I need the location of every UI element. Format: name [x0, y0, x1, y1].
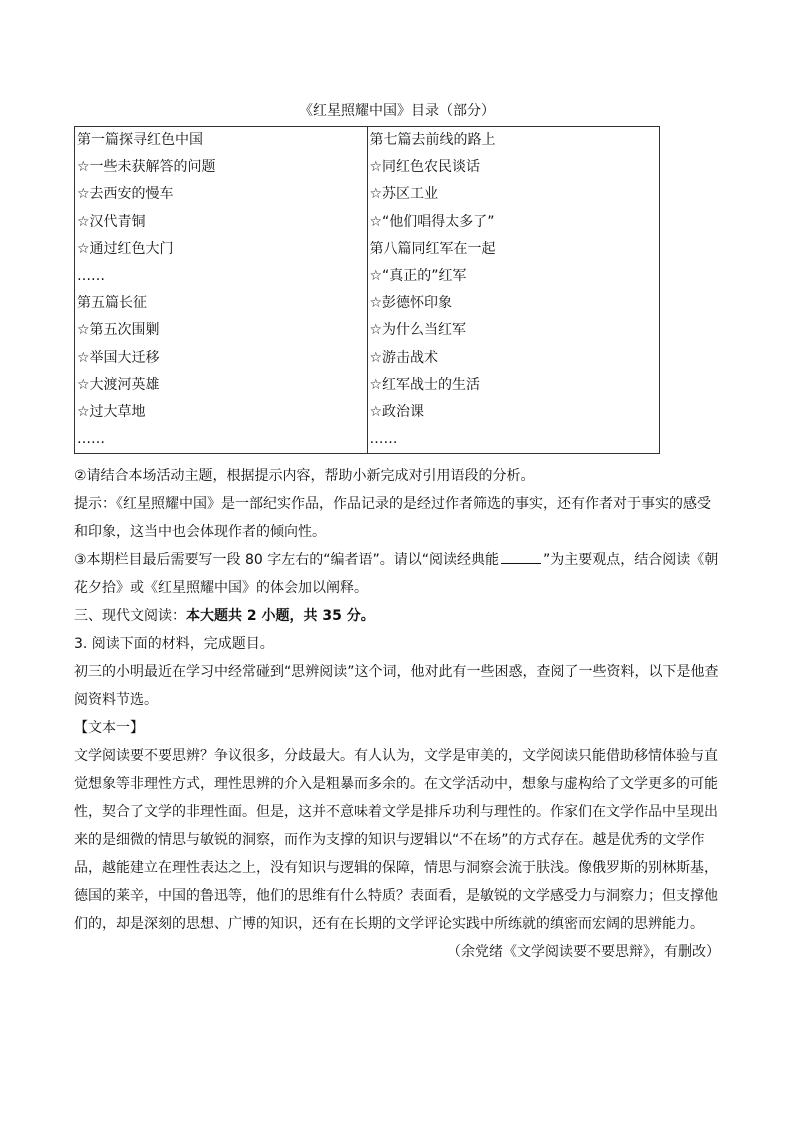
toc-item: 第七篇去前线的路上 [369, 132, 496, 148]
toc-item: …… [77, 267, 105, 284]
toc-item: ☆汉代青铜 [77, 213, 146, 230]
toc-table [74, 126, 660, 454]
text-one-body: 文学阅读要不要思辨？争议很多，分歧最大。有人认为，文学是审美的，文学阅读只能借助移情体验与直觉想象等非理性方式，理性思辨的介入是粗暴而多余的。在文学活动中，想象与虚构给了文学更多的可能性，契合了文学的非理性面。但是，这并不意味着文学是排斥功利与理性的。作家们在文学作品中呈现出来的是细微的情思与敏锐的洞察，而作为支撑的知识与逻辑以“不在场”的方式存在。越是优秀的文学作品，越能建立在理性表达之上，没有知识与逻辑的保障，情思与洞察会流于肤浅。像俄罗斯的别林斯基，德国的莱辛，中国的鲁迅等，他们的思维有什么特质？表面看，是敏锐的文学感受力与洞察力；但支撑他们的，却是深刻的思想、广博的知识，还有在长期的文学评论实践中所练就的缜密而宏阔的思辨能力。 [74, 748, 718, 932]
toc-item: ☆通过红色大门 [77, 240, 174, 257]
toc-item: 第八篇同红军在一起 [369, 240, 496, 257]
question-3-heading: 3. 阅读下面的材料，完成题目。 [74, 636, 274, 652]
toc-item: ☆去西安的慢车 [77, 186, 174, 203]
toc-item: ☆“真正的”红军 [369, 267, 467, 284]
toc-item: ☆彭德怀印象 [369, 295, 453, 312]
toc-item: ☆游击战术 [369, 349, 439, 366]
section-detail: 本大题共 2 小题，共 35 分。 [186, 608, 375, 624]
toc-item: ☆政治课 [369, 403, 425, 420]
toc-item: ☆同红色农民谈话 [369, 159, 481, 176]
toc-item: …… [77, 431, 105, 448]
question-3-prompt [74, 546, 720, 602]
section-heading [74, 602, 720, 630]
toc-title: 《红星照耀中国》目录（部分） [299, 103, 495, 119]
question-2-prompt: ②请结合本场活动主题，根据提示内容，帮助小新完成对引用语段的分析。 [74, 468, 535, 484]
toc-item: 第五篇长征 [77, 295, 147, 312]
text-one-heading: 【文本一】 [74, 720, 144, 736]
toc-right-column [367, 127, 660, 454]
answer-blank[interactable] [501, 549, 541, 564]
toc-item: ☆“他们唱得太多了” [369, 213, 495, 230]
toc-item: ☆一些未获解答的问题 [77, 159, 216, 176]
hint-text: 提示：《红星照耀中国》是一部纪实作品，作品记录的是经过作者筛选的事实，还有作者对于事实的感受和印象，这当中也会体现作者的倾向性。 [74, 496, 711, 540]
q3-text-after: ”为主要观点，结合阅读《朝花夕拾》或《红星照耀中国》的体会加以阐释。 [74, 552, 719, 596]
section-prefix: 三、现代文阅读： [74, 608, 186, 624]
toc-item: 第一篇探寻红色中国 [77, 132, 203, 148]
q3-text-before: ③本期栏目最后需要写一段 80 字左右的“编者语”。请以“阅读经典能 [74, 552, 500, 568]
source-citation: （余党绪《文学阅读要不要思辩》，有删改） [447, 944, 720, 960]
toc-item: ☆为什么当红军 [369, 322, 467, 339]
body-text [74, 462, 720, 966]
toc-left-column [75, 127, 368, 454]
toc-item: ☆大渡河英雄 [77, 376, 160, 393]
toc-item: ☆举国大迁移 [77, 349, 160, 366]
toc-item: ☆苏区工业 [369, 186, 439, 203]
intro-paragraph: 初三的小明最近在学习中经常碰到“思辨阅读”这个词，他对此有一些困惑，查阅了一些资料，以下是他查阅资料节选。 [74, 664, 719, 708]
toc-item: …… [369, 431, 398, 448]
toc-item: ☆第五次围剿 [77, 322, 160, 339]
toc-item: ☆红军战士的生活 [369, 376, 481, 393]
toc-item: ☆过大草地 [77, 403, 146, 420]
